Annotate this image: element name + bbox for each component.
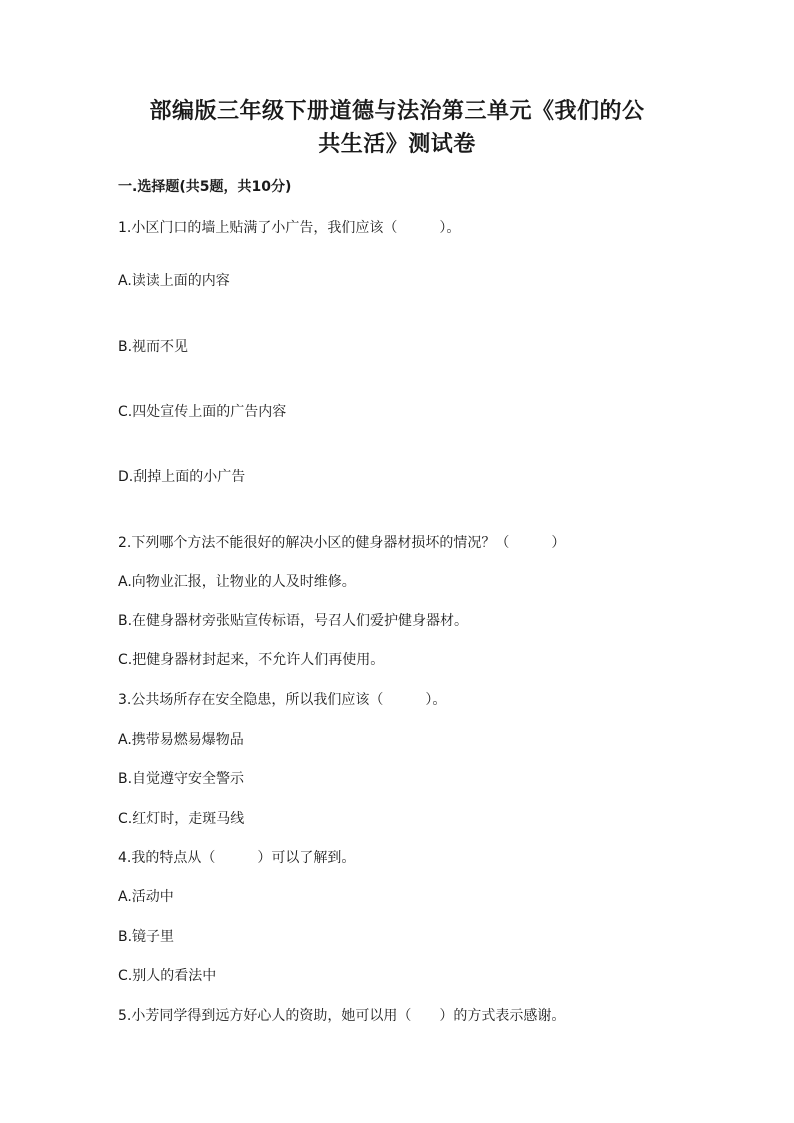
question-5-stem: 5.小芳同学得到远方好心人的资助，她可以用（ ）的方式表示感谢。 bbox=[118, 1008, 566, 1024]
question-3-option-b: B.自觉遵守安全警示 bbox=[118, 771, 245, 787]
page-title-line-1: 部编版三年级下册道德与法治第三单元《我们的公 bbox=[149, 98, 645, 124]
question-2-option-b: B.在健身器材旁张贴宣传标语，号召人们爱护健身器材。 bbox=[118, 613, 469, 629]
question-4-option-b: B.镜子里 bbox=[118, 929, 175, 945]
question-4-stem: 4.我的特点从（ ）可以了解到。 bbox=[118, 850, 356, 866]
question-1-option-d: D.刮掉上面的小广告 bbox=[118, 469, 246, 485]
question-3-stem: 3.公共场所存在安全隐患，所以我们应该（ ）。 bbox=[118, 692, 447, 708]
question-3-option-a: A.携带易燃易爆物品 bbox=[118, 732, 244, 748]
question-4-option-c: C.别人的看法中 bbox=[118, 968, 217, 984]
question-4-option-a: A.活动中 bbox=[118, 889, 174, 905]
question-2-stem: 2.下列哪个方法不能很好的解决小区的健身器材损坏的情况？（ ） bbox=[118, 535, 566, 551]
question-1-option-b: B.视而不见 bbox=[118, 339, 189, 355]
question-1-option-a: A.读读上面的内容 bbox=[118, 273, 230, 289]
question-1-option-c: C.四处宣传上面的广告内容 bbox=[118, 404, 287, 420]
question-1-stem: 1.小区门口的墙上贴满了小广告，我们应该（ ）。 bbox=[118, 220, 461, 236]
section-heading: 一.选择题(共5题，共10分) bbox=[118, 179, 292, 195]
question-3-option-c: C.红灯时，走斑马线 bbox=[118, 811, 245, 827]
question-2-option-c: C.把健身器材封起来，不允许人们再使用。 bbox=[118, 652, 385, 668]
question-2-option-a: A.向物业汇报，让物业的人及时维修。 bbox=[118, 574, 356, 590]
page-title-line-2: 共生活》测试卷 bbox=[318, 131, 476, 157]
